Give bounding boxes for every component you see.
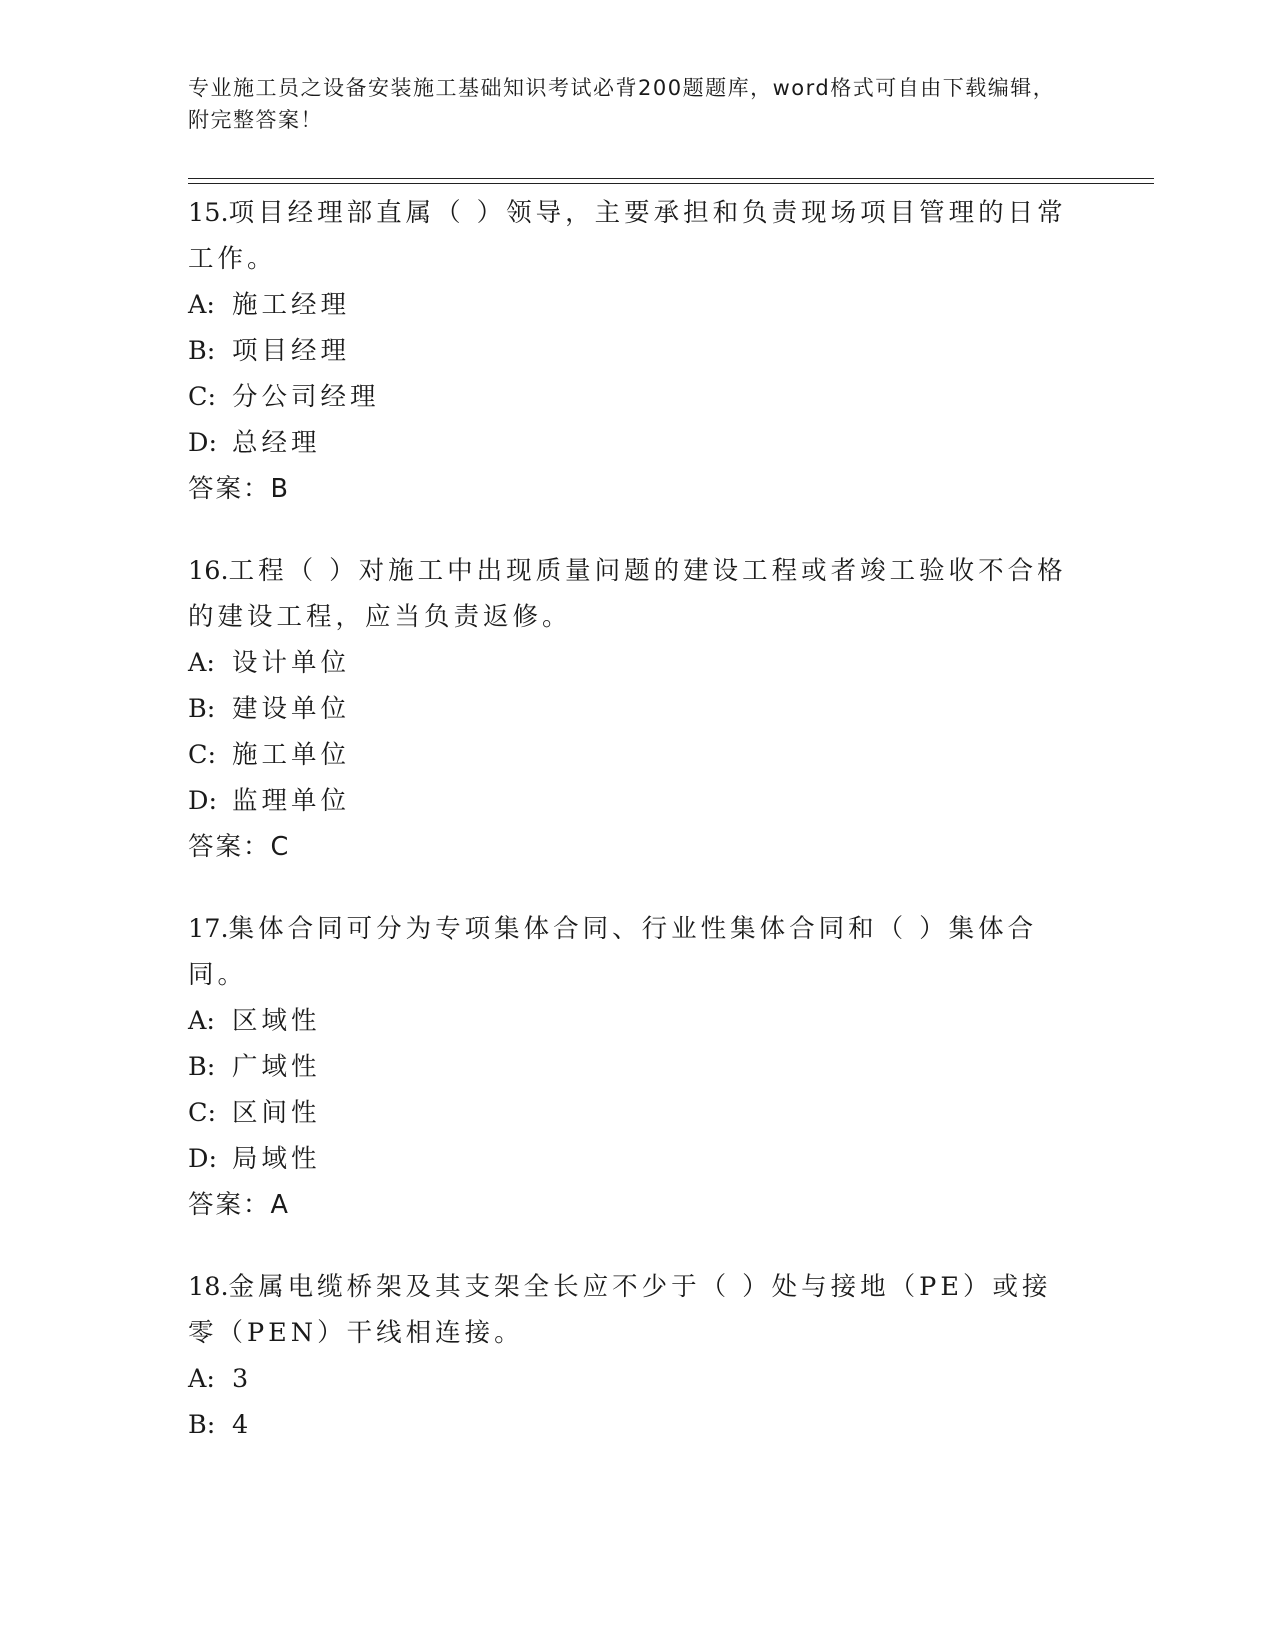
question-stem: 工程（ ）对施工中出现质量问题的建设工程或者竣工验收不合格的建设工程，应当负责返修。 — [188, 556, 1067, 632]
document-header: 专业施工员之设备安装施工基础知识考试必背200题题库，word格式可自由下载编辑，附完整答案！ — [188, 76, 1056, 132]
option-key: C: — [188, 382, 217, 412]
question-number: 15. — [188, 198, 229, 228]
option-key: C: — [188, 1098, 217, 1128]
question-15 — [188, 190, 1068, 512]
option-key: A: — [188, 648, 216, 678]
option-b — [188, 1402, 1068, 1448]
question-number: 18. — [188, 1272, 229, 1302]
option-text: 项目经理 — [232, 336, 351, 366]
option-c — [188, 1090, 1068, 1136]
option-key: A: — [188, 1006, 216, 1036]
option-text: 建设单位 — [232, 694, 351, 724]
question-17 — [188, 906, 1068, 1228]
option-key: A: — [188, 290, 216, 320]
option-text: 区间性 — [232, 1098, 321, 1128]
option-text: 施工单位 — [232, 740, 351, 770]
answer-line: 答案：B — [188, 474, 290, 504]
option-text: 3 — [232, 1364, 253, 1394]
option-d — [188, 420, 1068, 466]
option-b — [188, 328, 1068, 374]
option-b — [188, 686, 1068, 732]
question-16 — [188, 548, 1068, 870]
question-stem: 集体合同可分为专项集体合同、行业性集体合同和（ ）集体合同。 — [188, 914, 1038, 990]
question-number: 17. — [188, 914, 229, 944]
option-text: 广域性 — [232, 1052, 321, 1082]
question-number: 16. — [188, 556, 229, 586]
option-a — [188, 998, 1068, 1044]
question-list — [188, 190, 1068, 1484]
option-a — [188, 640, 1068, 686]
option-text: 施工经理 — [232, 290, 351, 320]
option-text: 局域性 — [232, 1144, 321, 1174]
option-text: 分公司经理 — [232, 382, 380, 412]
option-d — [188, 778, 1068, 824]
option-b — [188, 1044, 1068, 1090]
option-key: D: — [188, 786, 218, 816]
option-text: 区域性 — [232, 1006, 321, 1036]
answer-line: 答案：A — [188, 1190, 290, 1220]
option-key: D: — [188, 1144, 218, 1174]
option-key: A: — [188, 1364, 216, 1394]
option-c — [188, 374, 1068, 420]
question-stem: 项目经理部直属（ ）领导，主要承担和负责现场项目管理的日常工作。 — [188, 198, 1067, 274]
option-key: B: — [188, 694, 216, 724]
header-divider-bottom — [188, 183, 1154, 184]
option-key: D: — [188, 428, 218, 458]
option-text: 监理单位 — [232, 786, 351, 816]
question-stem: 金属电缆桥架及其支架全长应不少于（ ）处与接地（PE）或接零（PEN）干线相连接。 — [188, 1272, 1052, 1348]
question-18 — [188, 1264, 1068, 1448]
question-text — [188, 906, 1068, 998]
option-text: 4 — [232, 1410, 253, 1440]
question-text — [188, 1264, 1068, 1356]
option-key: B: — [188, 336, 216, 366]
question-text — [188, 190, 1068, 282]
answer-line: 答案：C — [188, 832, 291, 862]
option-key: C: — [188, 740, 217, 770]
option-d — [188, 1136, 1068, 1182]
option-key: B: — [188, 1052, 216, 1082]
option-text: 总经理 — [232, 428, 321, 458]
option-key: B: — [188, 1410, 216, 1440]
question-text — [188, 548, 1068, 640]
header-divider-top — [188, 178, 1154, 179]
option-a — [188, 282, 1068, 328]
option-a — [188, 1356, 1068, 1402]
option-text: 设计单位 — [232, 648, 351, 678]
option-c — [188, 732, 1068, 778]
